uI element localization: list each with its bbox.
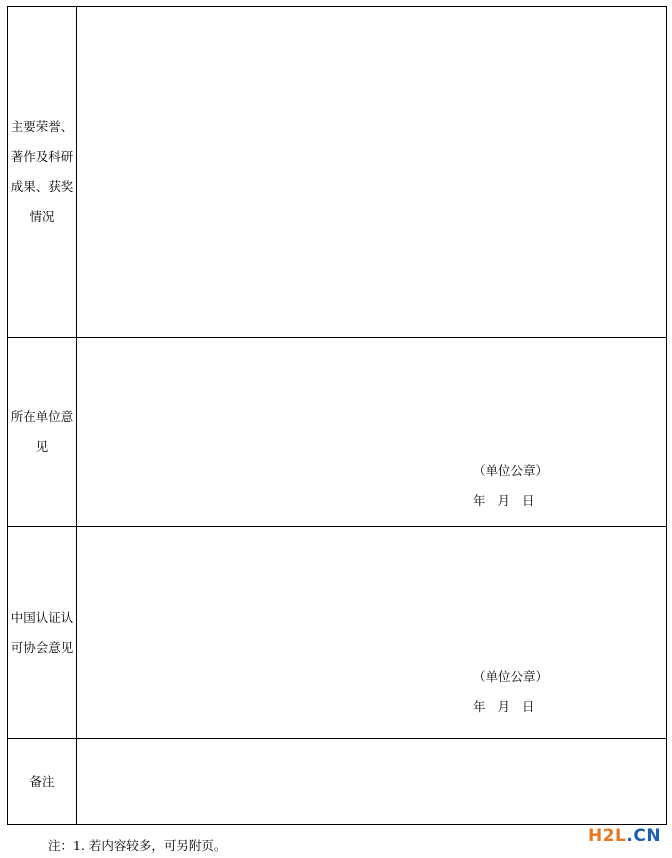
honors-label-line: 主要荣誉、: [10, 119, 74, 134]
honors-row: [8, 7, 667, 338]
association-opinion-label-line: 可协会意见: [10, 639, 74, 655]
remarks-content-field[interactable]: [77, 739, 667, 825]
unit-opinion-row: [8, 338, 667, 527]
honors-label-line: 情况: [29, 209, 55, 224]
association-opinion-row: [8, 527, 667, 739]
unit-opinion-label-line: 所在单位意: [10, 409, 74, 424]
watermark-part2: .CN: [626, 826, 662, 846]
honors-label-line: 成果、获奖: [10, 179, 74, 194]
unit-seal-text: （单位公章）: [473, 463, 549, 478]
footnote: 注：1. 若内容较多，可另附页。: [48, 838, 227, 853]
unit-opinion-content-field[interactable]: [77, 338, 667, 527]
application-form-table: [7, 6, 667, 825]
h2l-watermark-logo: [588, 826, 661, 846]
association-opinion-content-field[interactable]: [77, 527, 667, 739]
unit-date-text: 年 月 日: [473, 493, 535, 508]
honors-label-line: 著作及科研: [10, 149, 74, 164]
honors-label: [8, 7, 77, 338]
unit-opinion-label-line: 见: [35, 439, 49, 454]
remarks-label: 备注: [8, 739, 77, 825]
honors-content-field[interactable]: [77, 7, 667, 338]
watermark-part1: H2L: [588, 826, 627, 846]
association-date-text: 年 月 日: [473, 699, 535, 714]
remarks-row: [8, 739, 667, 825]
association-opinion-label: [8, 527, 77, 739]
association-opinion-label-line: 中国认证认: [10, 609, 74, 625]
association-seal-text: （单位公章）: [473, 669, 549, 684]
unit-opinion-label: [8, 338, 77, 527]
